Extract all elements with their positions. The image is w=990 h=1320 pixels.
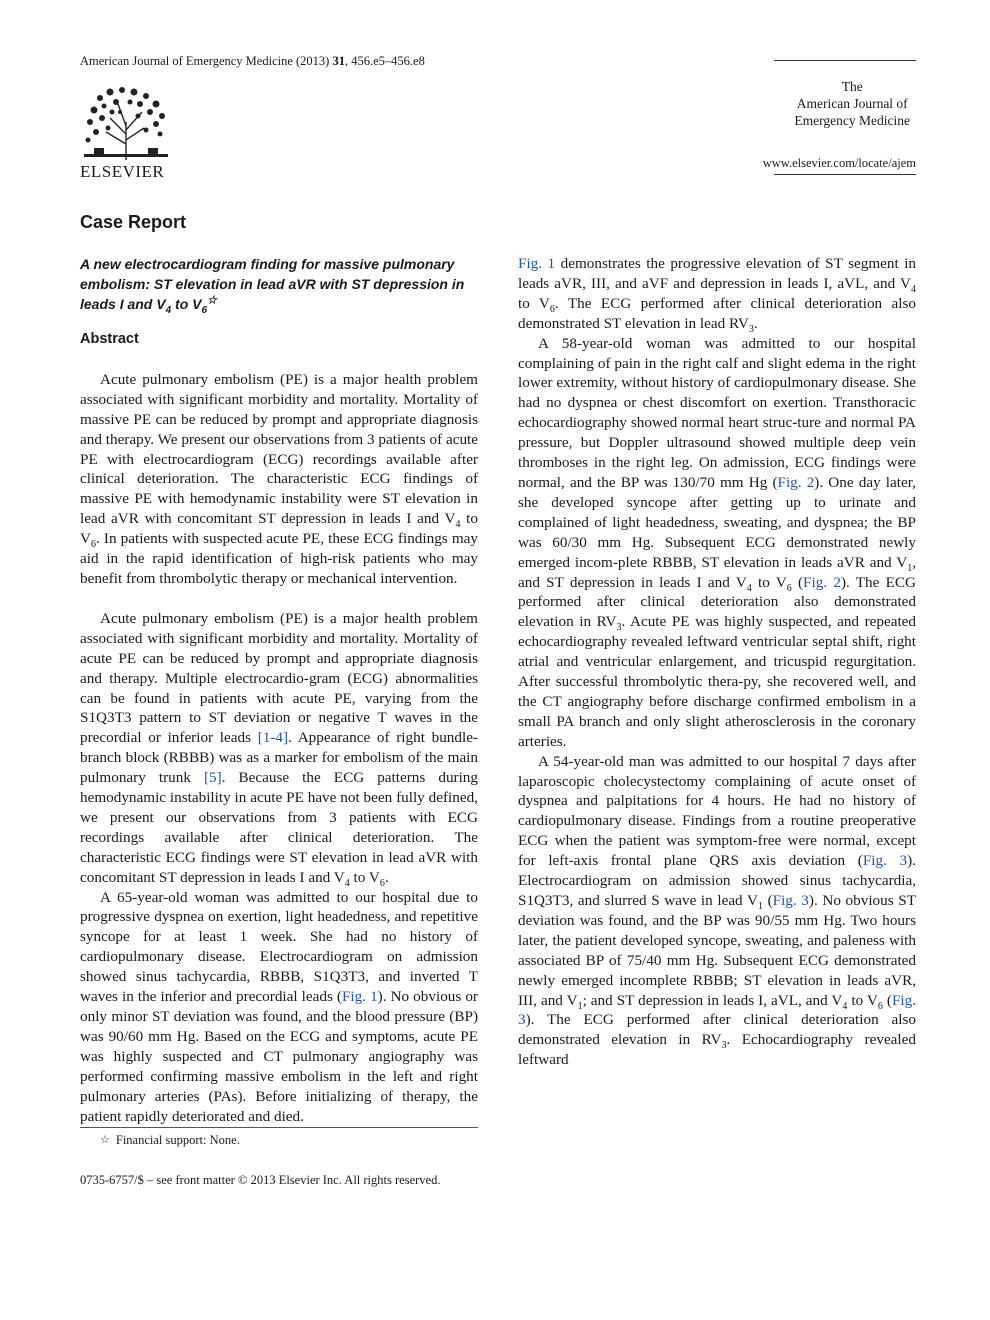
figure-link[interactable]: Fig. 2	[777, 473, 815, 491]
journal-top-rule	[774, 60, 916, 61]
citation-volume: 31	[332, 54, 345, 68]
copyright-line: 0735-6757/$ – see front matter © 2013 Elsevier Inc. All rights reserved.	[80, 1173, 441, 1187]
abstract-paragraph: Acute pulmonary embolism (PE) is a major health problem associated with significant morbidity and mortality. Mortality of massive PE can be reduced by prompt and appropriate diagnosis and therapy. We present our observations from 3 patients of acute PE with electrocardiogram (ECG) recordings available after clinical deterioration. The characteristic ECG findings of massive PE with hemodynamic instability were ST elevation in lead aVR with concomitant ST depression in leads I and $V_4$ to $V_6$. In patients with suspected acute PE, these ECG findings may aid in the rapid identification of high-risk patients who may benefit from thrombolytic therapy or mechanical intervention.	[80, 370, 478, 587]
citation-pages: , 456.e5–456.e8	[344, 54, 425, 68]
journal-title-line3: Emergency Medicine	[794, 113, 910, 128]
reference-link[interactable]: [1-4]	[257, 729, 289, 747]
figure-link[interactable]: Fig. 3	[862, 852, 908, 870]
journal-title-line1: The	[841, 79, 863, 94]
footnote-star: ☆	[100, 1134, 110, 1146]
figure-link[interactable]: Fig. 3	[518, 991, 916, 1029]
section-label: Case Report	[80, 212, 187, 232]
publisher-name: ELSEVIER	[80, 162, 165, 181]
footnote-rule	[80, 1127, 478, 1128]
journal-title	[794, 78, 910, 129]
figure-link[interactable]: Fig. 1	[341, 988, 378, 1006]
page-header	[80, 54, 916, 184]
case2-paragraph: A 58-year-old woman was admitted to our hospital complaining of pain in the right calf and slight edema in the right lower extremity, without history of cardiopulmonary disease. She had no dyspnea or chest discomfort on exertion. Transthoracic echocardiography showed normal heart struc-ture and normal PA pressure, but Doppler ultrasound showed multiple deep vein thromboses in the right leg. On admission, ECG findings were normal, and the BP was 130/70 mm Hg (Fig. 2). One day later, she developed syncope after getting up to urinate and complained of light headedness, sweating, and dyspnea; the BP was 60/30 mm Hg. Subsequent ECG demonstrated newly emerged incom-plete RBBB, ST elevation in leads aVR and $V_1$, and ST depression in leads I and $V_4$ to $V_6$ (Fig. 2). The ECG performed after clinical deterioration also demonstrated elevation in $RV_3$. Acute PE was highly suspected, and repeated echocardiography revealed leftward ventricular septal shift, right atrial and ventricular enlargement, and tricuspid regurgitation. After successful thrombolytic thera-py, she recovered well, and the CT angiography before discharge confirmed embolism in a small PA branch and only slight atherosclerosis in the coronary arteries.	[518, 334, 917, 750]
journal-bottom-rule	[774, 174, 916, 175]
journal-title-line2: American Journal of	[796, 96, 908, 111]
left-column	[80, 254, 478, 1126]
abstract-heading: Abstract	[80, 331, 139, 347]
journal-url[interactable]: www.elsevier.com/locate/ajem	[762, 156, 916, 170]
case3-paragraph: A 54-year-old man was admitted to our hospital 7 days after laparoscopic cholecystectomy complaining of acute onset of dyspnea and palpitations for 4 hours. He had no history of cardiopulmonary disease. Findings from a routine preoperative ECG when the patient was symptom-free were normal, except for left-axis frontal plane QRS axis deviation (Fig. 3). Electrocardiogram on admission showed sinus tachycardia, S1Q3T3, and slurred S wave in lead $V_1$ (Fig. 3). No obvious ST deviation was found, and the BP was 90/55 mm Hg. Two hours later, the patient developed syncope, sweating, and paleness with associated BP of 75/40 mm Hg. Subsequent ECG demonstrated newly emerged incomplete RBBB; ST elevation in leads aVR, III, and $V_1$; and ST depression in leads I, aVL, and $V_4$ to $V_6$ (Fig. 3). The ECG performed after clinical deterioration also demonstrated elevation in $RV_3$. Echocardiography revealed leftward	[518, 752, 916, 1069]
footnote	[100, 1133, 240, 1148]
journal-citation	[80, 54, 425, 69]
case1-paragraph: A 65-year-old woman was admitted to our hospital due to progressive dyspnea on exertion, light headedness, and repetitive syncope for at least 1 week. She had no history of cardiopulmonary disease. Electrocardiogram on admission showed sinus tachycardia, RBBB, S1Q3T3, and inverted T waves in the inferior and precordial leads (Fig. 1). No obvious or only minor ST deviation was found, and the blood pressure (BP) was 90/60 mm Hg. Based on the ECG and symptoms, acute PE was highly suspected and CT pulmonary angiography was performed confirming massive embolism in the left and right pulmonary arteries (PAs). Before initializing of therapy, the patient rapidly deteriorated and died.	[80, 888, 478, 1125]
figure-link[interactable]: Fig. 1	[518, 255, 556, 272]
case1-continued: Fig. 1 demonstrates the progressive elevation of ST segment in leads aVR, III, and aVF and depression in leads I, aVL, and $V_4$ to $V_6$. The ECG performed after clinical deterioration also demonstrated ST elevation in lead $RV_3$.	[518, 255, 917, 335]
figure-link[interactable]: Fig. 2	[803, 573, 841, 591]
right-column	[518, 254, 916, 1070]
footnote-marker[interactable]: ☆	[207, 294, 217, 307]
footnote-text: Financial support: None.	[115, 1133, 240, 1147]
reference-link[interactable]: [5]	[203, 769, 222, 787]
article-title: A new electrocardiogram finding for massive pulmonary embolism: ST elevation in lead aVR with ST depression in leads I and $V_4$ to $V_6^☆$	[80, 256, 465, 316]
intro-paragraph: Acute pulmonary embolism (PE) is a major health problem associated with significant morbidity and mortality. Mortality of acute PE can be reduced by prompt and appropriate diagnosis and therapy. Multiple electrocardio-gram (ECG) abnormalities can be found in patients with acute PE, varying from the S1Q3T3 pattern to ST deviation or negative T waves in the precordial or inferior leads [1-4]. Appearance of right bundle-branch block (RBBB) was as a marker for embolism of the main pulmonary trunk [5]. Because the ECG patterns during hemodynamic instability in acute PE have not been fully defined, we present our observations from 3 patients with ECG recordings available after clinical deterioration. The characteristic ECG findings were ST elevation in lead aVR with concomitant ST depression in leads I and $V_4$ to $V_6$.	[80, 609, 478, 889]
figure-link[interactable]: Fig. 3	[772, 892, 809, 909]
citation-prefix: American Journal of Emergency Medicine (2013)	[80, 54, 333, 68]
